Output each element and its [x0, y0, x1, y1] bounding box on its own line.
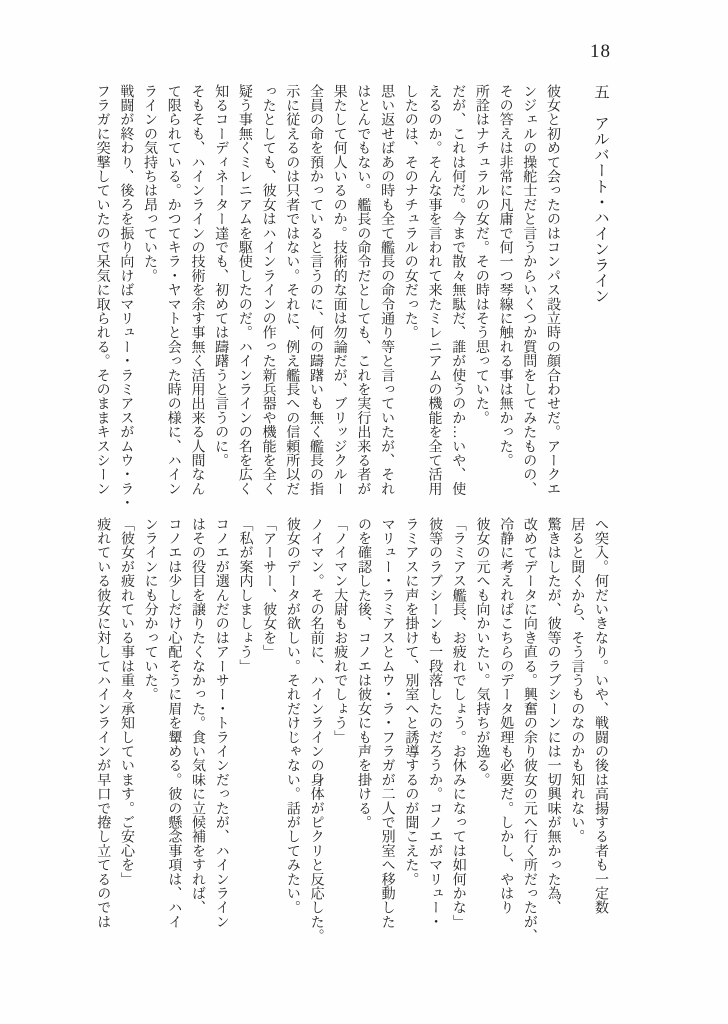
text-line: 示に従えるのは只者ではない。それに、例え艦長への信頼所以だ — [284, 84, 300, 496]
text-line: だが、これは何だ。今まで散々無駄だ、誰が使うのか…いや、使 — [450, 84, 466, 496]
text-line: ったとしても、彼女はハインラインの作った新兵器や機能を全く — [260, 84, 276, 496]
text-line: 彼女のデータが欲しい。それだけじゃない。話がしてみたい。 — [284, 517, 300, 915]
text-line: その答えは非常に凡庸で何一つ琴線に触れる事は無かった。 — [497, 84, 513, 468]
text-line: コノエは少しだけ心配そうに眉を顰める。彼の懸念事項は、ハイ — [166, 517, 182, 929]
text-line: 彼女の元へも向かいたい。気持ちが逸る。 — [474, 517, 490, 787]
text-line: 所詮はナチュラルの女だ。その時はそう思っていた。 — [473, 84, 489, 425]
text-line: したのは、そのナチュラルの女だった。 — [402, 84, 418, 340]
bottom-text-block — [91, 517, 612, 947]
page-number: 18 — [590, 41, 611, 62]
text-line: 疑う事無くミレニアムを駆使したのだ。ハインラインの名を広く — [236, 84, 252, 496]
text-line: はとんでもない。艦長の命令だとしても、これを実行出来る者が — [355, 84, 371, 496]
chapter-heading: 五 アルバート・ハインライン — [592, 84, 609, 304]
text-line: 驚きはしたが、彼等のラブシーンには一切興味が無かった為、 — [545, 517, 561, 915]
text-line: 「ノイマン大尉もお疲れでしょう」 — [332, 517, 348, 745]
text-line: 思い返せばあの時も全て艦長の命令通り等と言っていたが、それ — [379, 84, 395, 496]
text-line: のを確認した後、コノエは彼女にも声を掛ける。 — [355, 517, 371, 830]
text-line: ンラインにも分かっていた。 — [142, 517, 158, 702]
text-line: コノエが選んだのはアーサー・トラインだったが、ハインライン — [213, 517, 229, 929]
text-line: 居ると聞くから、そう言うものなのかも知れない。 — [569, 517, 585, 844]
text-line: 改めてデータに向き直る。興奮の余り彼女の元へ行く所だったが、 — [521, 517, 537, 943]
top-text-block — [90, 84, 612, 510]
text-line: ノイマン。その名前に、ハインラインの身体がピクリと反応した。 — [308, 517, 324, 943]
text-line: 戦闘が終わり、後ろを振り向けばマリュー・ラミアスがムウ・ラ・ — [118, 84, 134, 510]
text-line: えるのか。そんな事を言われて来たミレニアムの機能を全て活用 — [426, 84, 442, 496]
text-line: 「彼女が疲れている事は重々承知しています。ご安心を」 — [118, 517, 134, 887]
text-line: はその役目を譲りたくなかった。食い気味に立候補をすれば、 — [190, 517, 206, 915]
text-line: 冷静に考えればこちらのデータ処理も必要だ。しかし、やはり — [498, 517, 514, 915]
text-line: ンジェルの操舵士だと言うからいくつか質問をしてみたものの、 — [521, 84, 537, 496]
text-line: 全員の命を預かっていると言うのに、何の躊躇いも無く艦長の指 — [307, 84, 323, 496]
text-line: ラミアスに声を掛けて、別室へと誘導するのが聞こえた。 — [403, 517, 419, 887]
text-line: 「アーサー、彼女を」 — [261, 517, 277, 659]
text-line: マリュー・ラミアスとムウ・ラ・フラガが二人で別室へ移動した — [379, 517, 395, 929]
text-line: 「ラミアス艦長、お疲れでしょう。お休みになっては如何かな」 — [450, 517, 466, 929]
text-line: ラインの気持ちは昂っていた。 — [142, 84, 158, 283]
text-line: フラガに突撃していたので呆気に取られる。そのままキスシーン — [94, 84, 110, 496]
text-line: 知るコーディネーター達でも、初めては躊躇うと言うのに。 — [213, 84, 229, 468]
text-line: 彼等のラブシーンも一段落したのだろうか。コノエがマリュー・ — [427, 517, 443, 929]
text-line: そもそも、ハインラインの技術を余す事無く活用出来る人間なん — [189, 84, 205, 496]
text-line: て限られている。かつてキラ・ヤマトと会った時の様に、ハイン — [165, 84, 181, 496]
text-line: 疲れている彼女に対してハインラインが早口で捲し立てるのでは — [95, 517, 111, 929]
text-line: へ突入。何だいきなり。いや、戦闘の後は高揚する者も一定数 — [593, 517, 608, 915]
text-line: 彼女と初めて会ったのはコンパス設立時の顔合わせだ。アークエ — [545, 84, 560, 496]
text-line: 果たして何人いるのか。技術的な面は勿論だが、ブリッジクルー — [331, 84, 347, 496]
text-line: 「私が案内しましょう」 — [237, 517, 253, 674]
